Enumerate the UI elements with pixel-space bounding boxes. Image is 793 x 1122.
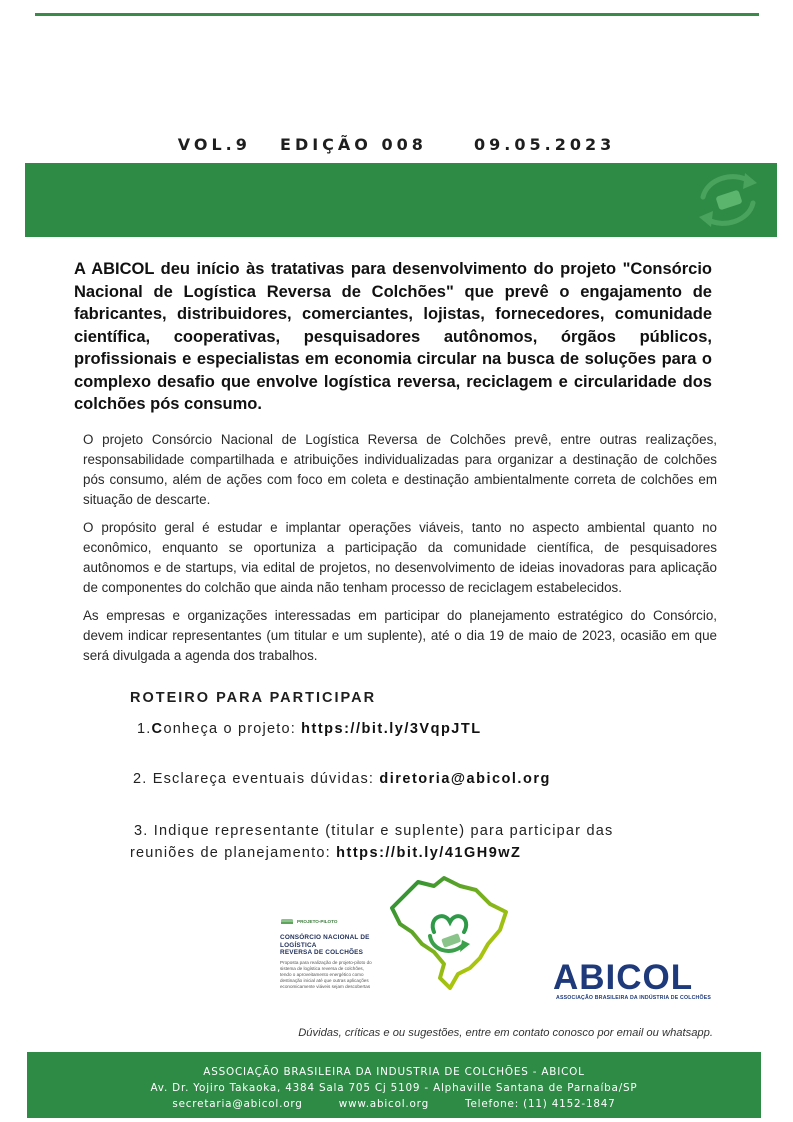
abicol-logo: ABICOL	[553, 958, 694, 997]
step-number: 2.	[133, 771, 148, 787]
pilot-tag: PROJETO-PILOTO	[297, 919, 338, 924]
body-paragraph-1: O projeto Consórcio Nacional de Logística Reversa de Colchões prevê, entre outras realizações, responsabilidade compartilhada e atribuições individualizadas para organizar a destinação de colchões pós consumo, além de ações com foco em coleta e destinação ambientalmente correta de colchões em situação de descarte.	[83, 432, 717, 507]
abicol-logo-subtitle: ASSOCIAÇÃO BRASILEIRA DA INDÚSTRIA DE COLCHÕES	[556, 995, 712, 1001]
mattress-icon	[280, 917, 294, 926]
step-number: 1.	[137, 721, 152, 737]
step-text-line2: reuniões de planejamento:	[130, 845, 337, 861]
project-link[interactable]: https://bit.ly/3VqpJTL	[301, 721, 482, 737]
body-paragraph-3: As empresas e organizações interessadas em participar do planejamento estratégico do Consórcio, devem indicar representantes (um titular e um suplente), até o dia 19 de maio de 2023, ocasião em que será divulgada a agenda dos trabalhos.	[83, 608, 717, 663]
pilot-description-line: destinação inicial até que outras aplicações	[280, 978, 369, 984]
contact-note: Dúvidas, críticas e ou sugestões, entre em contato conosco por email ou whatsapp.	[298, 1027, 713, 1039]
body-paragraph-2: O propósito geral é estudar e implantar operações viáveis, tanto no aspecto ambiental quanto no econômico, enquanto se oportuniza a participação da comunidade científica, de pesquisadores autônomos e de startups, via edital de projetos, no desenvolvimento de ideias inovadoras para aplicação de componentes do colchão que ainda não tenham processo de reciclagem estabelecidos.	[83, 520, 717, 595]
top-divider	[35, 13, 759, 16]
footer-org-name: ASSOCIAÇÃO BRASILEIRA DA INDUSTRIA DE COLCHÕES - ABICOL	[203, 1066, 585, 1078]
step-first-letter: C	[151, 721, 164, 737]
issue-date: 09.05.2023	[474, 135, 616, 154]
volume-label: VOL.9	[177, 135, 251, 154]
roteiro-step-2	[133, 768, 551, 790]
footer-address: Av. Dr. Yojiro Takaoka, 4384 Sala 705 Cj 5109 - Alphaville Santana de Parnaíba/SP	[150, 1082, 638, 1094]
roteiro-step-1	[137, 718, 482, 740]
pilot-description-line: economicamente viáveis sejam descobertas	[280, 984, 371, 990]
header-banner	[25, 163, 777, 237]
email-link[interactable]: diretoria@abicol.org	[379, 771, 551, 787]
project-pilot-logo	[280, 917, 398, 991]
step-text-line1: Indique representante (titular e suplente) para participar das	[153, 823, 614, 839]
lead-paragraph: A ABICOL deu início às tratativas para desenvolvimento do projeto "Consórcio Nacional de Logística Reversa de Colchões" que prevê o engajamento de fabricantes, distribuidores, comerciantes, lojistas, fornecedores, comunidade científica, cooperativas, pesquisadores autônomos, órgãos públicos, profissionais e especialistas em economia circular na busca de soluções para o complexo desafio que envolve logística reversa, reciclagem e circularidade dos colchões pós consumo.	[74, 260, 712, 413]
step-text: Esclareça eventuais dúvidas:	[152, 771, 380, 787]
step-number: 3.	[134, 823, 149, 839]
footer	[27, 1052, 761, 1118]
edition-label: EDIÇÃO 008	[280, 135, 427, 154]
footer-email[interactable]: secretaria@abicol.org	[172, 1098, 303, 1110]
footer-website[interactable]: www.abicol.org	[338, 1098, 429, 1110]
footer-phone: Telefone: (11) 4152-1847	[465, 1098, 616, 1110]
pilot-description-line: sistema de logística reversa de colchões,	[280, 965, 365, 971]
pilot-description-line: tendo o aproveitamento energético como	[280, 971, 364, 977]
pilot-title-line2: REVERSA DE COLCHÕES	[280, 949, 364, 956]
brazil-map-recycle-icon	[388, 874, 510, 992]
representative-link[interactable]: https://bit.ly/41GH9wZ	[336, 845, 522, 861]
pilot-description-line: Proposta para realização de projeto-piloto do	[280, 959, 372, 965]
roteiro-title: ROTEIRO PARA PARTICIPAR	[130, 690, 377, 706]
issue-header	[0, 135, 793, 154]
step-text: onheça o projeto:	[163, 721, 302, 737]
roteiro-step-3	[130, 820, 670, 864]
recycle-mattress-icon	[693, 167, 763, 233]
pilot-title-line1: CONSÓRCIO NACIONAL DE LOGÍSTICA	[280, 934, 370, 949]
